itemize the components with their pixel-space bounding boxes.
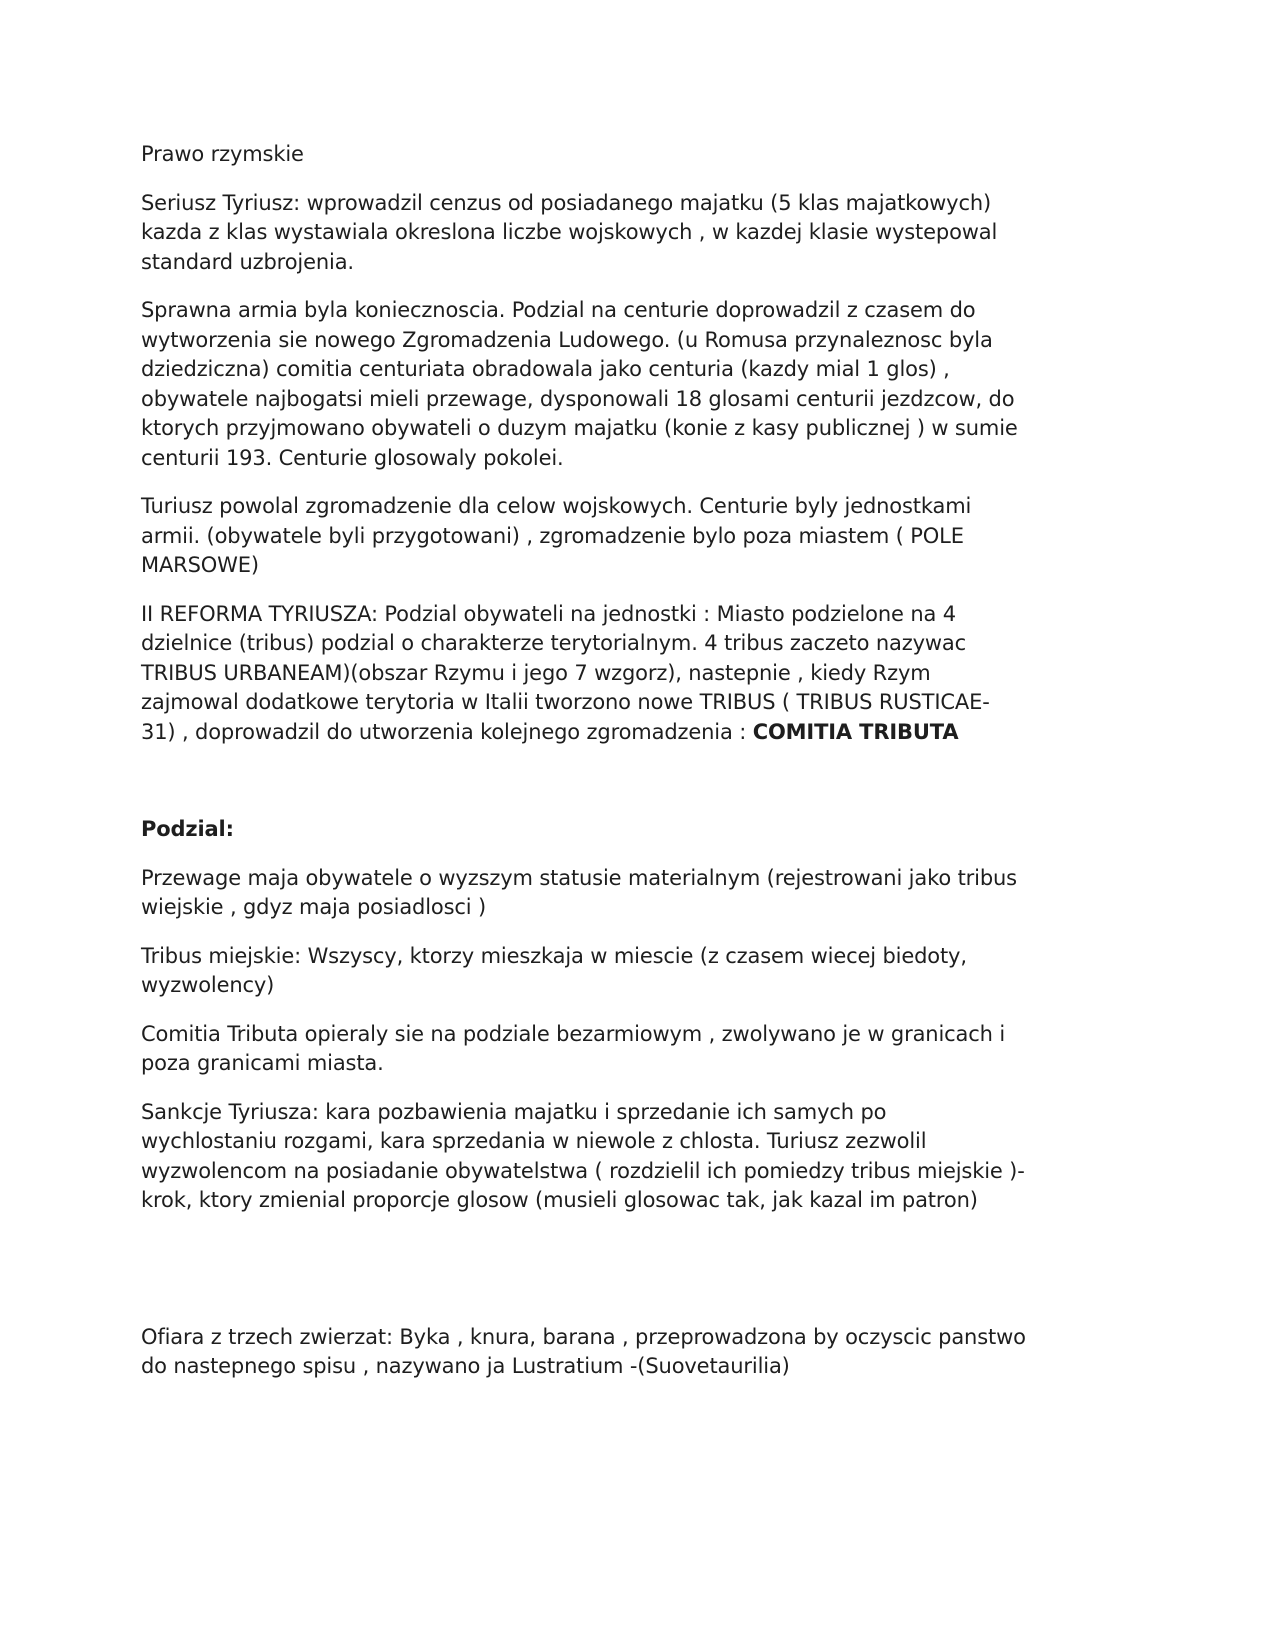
paragraph-assembly: [141, 492, 1141, 581]
text-line: dzielnice (tribus) podzial o charakterze terytorialnym. 4 tribus zaczeto nazywac: [141, 631, 966, 655]
paragraph-advantage: [141, 864, 1141, 923]
spacer: [141, 766, 1141, 815]
text-line: obywatele najbogatsi mieli przewage, dysponowali 18 glosami centurii jezdzcow, do: [141, 386, 1015, 411]
emphasis-comitia-tributa: COMITIA TRIBUTA: [752, 719, 959, 744]
text-line: Turiusz powolal zgromadzenie dla celow wojskowych. Centurie byly jednostkami: [141, 494, 972, 518]
paragraph-sanctions: [141, 1098, 1141, 1216]
text-line: Sankcje Tyriusza: kara pozbawienia majatku i sprzedanie ich samych po: [141, 1099, 887, 1124]
text-line: TRIBUS URBANEAM)(obszar Rzymu i jego 7 wzgorz), nastepnie , kiedy Rzym: [141, 660, 931, 685]
paragraph-army: [141, 296, 1141, 473]
document-page: [141, 140, 1141, 1401]
text-line: kazda z klas wystawiala okreslona liczbe wojskowych , w kazdej klasie wystepowal: [141, 220, 998, 244]
text-line: armii. (obywatele byli przygotowani) , zgromadzenie bylo poza miastem ( POLE: [141, 523, 964, 548]
text-line: wyzwolencom na posiadanie obywatelstwa ( rozdzielil ich pomiedzy tribus miejskie )-: [141, 1158, 1025, 1183]
text-line: Seriusz Tyriusz: wprowadzil cenzus od posiadanego majatku (5 klas majatkowych): [141, 190, 992, 215]
text-line: [141, 718, 1141, 748]
text-line: Przewage maja obywatele o wyzszym statusie materialnym (rejestrowani jako tribus: [141, 865, 1017, 890]
paragraph-sacrifice: [141, 1323, 1141, 1382]
text-line: Ofiara z trzech zwierzat: Byka , knura, barana , przeprowadzona by oczyscic panstwo: [141, 1324, 1026, 1349]
text-line: dziedziczna) comitia centuriata obradowala jako centuria (kazdy mial 1 glos) ,: [141, 357, 950, 381]
paragraph-census: [141, 189, 1141, 278]
text-line: II REFORMA TYRIUSZA: Podzial obywateli na jednostki : Miasto podzielone na 4: [141, 601, 956, 626]
text-line: krok, ktory zmienial proporcje glosow (musieli glosowac tak, jak kazal im patron): [141, 1188, 978, 1212]
text-line: poza granicami miasta.: [141, 1051, 384, 1075]
spacer: [141, 1235, 1141, 1323]
text-line: Comitia Tributa opieraly sie na podziale bezarmiowym , zwolywano je w granicach i: [141, 1021, 1006, 1046]
text-line: do nastepnego spisu , nazywano ja Lustratium -(Suovetaurilia): [141, 1354, 790, 1378]
paragraph-reform: [141, 600, 1141, 748]
section-heading: Podzial:: [141, 817, 234, 841]
text-line: wytworzenia sie nowego Zgromadzenia Ludowego. (u Romusa przynaleznosc byla: [141, 327, 993, 352]
text-line: Tribus miejskie: Wszyscy, ktorzy mieszkaja w miescie (z czasem wiecej biedoty,: [141, 943, 967, 968]
text-line: centurii 193. Centurie glosowaly pokolei.: [141, 445, 564, 470]
text-line: wyzwolency): [141, 973, 275, 997]
text-line: ktorych przyjmowano obywateli o duzym majatku (konie z kasy publicznej ) w sumie: [141, 416, 1018, 440]
text-line: wychlostaniu rozgami, kara sprzedania w niewole z chlosta. Turiusz zezwolil: [141, 1129, 927, 1153]
text-line: wiejskie , gdyz maja posiadlosci ): [141, 895, 487, 919]
paragraph-comitia-tributa: [141, 1020, 1141, 1079]
text-line: standard uzbrojenia.: [141, 249, 354, 274]
text-line: Sprawna armia byla koniecznoscia. Podzial na centurie doprowadzil z czasem do: [141, 298, 976, 322]
paragraph-urban-tribes: [141, 942, 1141, 1001]
text-line: MARSOWE): [141, 553, 259, 577]
text-line: zajmowal dodatkowe terytoria w Italii tworzono nowe TRIBUS ( TRIBUS RUSTICAE-: [141, 690, 990, 714]
document-title: Prawo rzymskie: [141, 142, 304, 166]
text-plain: 31) , doprowadzil do utworzenia kolejnego zgromadzenia :: [141, 719, 753, 744]
